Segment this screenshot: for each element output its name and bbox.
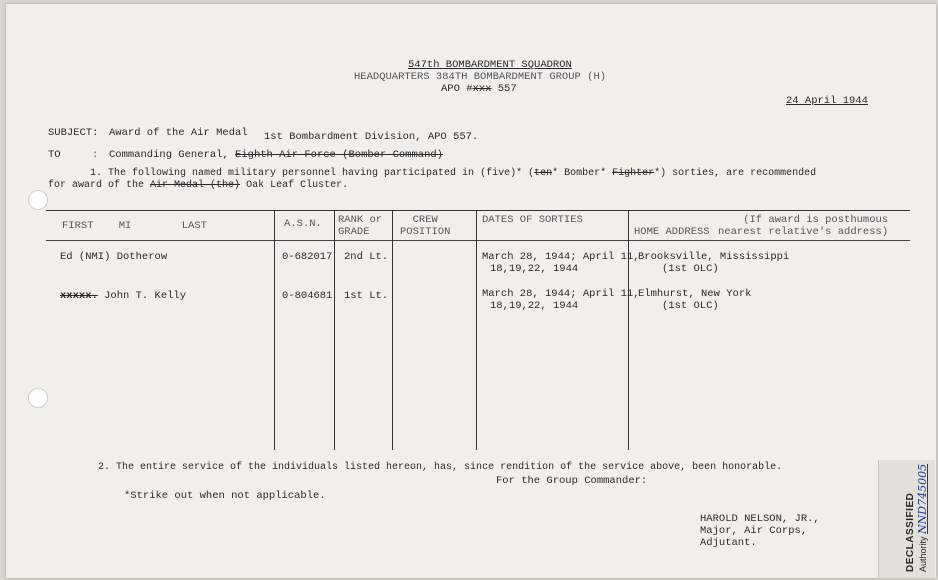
table-header-rule — [46, 240, 910, 241]
header-crew: CREW POSITION — [400, 214, 451, 238]
row1-address-line2: (1st OLC) — [662, 263, 719, 275]
header-address: HOME ADDRESS — [634, 226, 710, 238]
table-top-rule — [46, 210, 910, 211]
punch-hole-top — [28, 190, 48, 210]
row1-name: Ed (NMI) Dotherow — [60, 251, 168, 263]
document-page — [6, 4, 936, 578]
row1-address-line1: Brooksville, Mississippi — [638, 251, 790, 263]
declassified-label: DECLASSIFIED — [905, 492, 916, 572]
subject-text: Award of the Air Medal — [109, 127, 248, 139]
table-col-divider — [628, 210, 629, 450]
strike-note: *Strike out when not applicable. — [124, 490, 326, 502]
row2-dates-line2: 18,19,22, 1944 — [490, 300, 579, 312]
table-col-divider — [476, 210, 477, 450]
signer-name: HAROLD NELSON, JR., — [700, 513, 820, 525]
authority-line — [916, 464, 929, 572]
row2-rank: 1st Lt. — [344, 290, 389, 302]
memo-date: 24 April 1944 — [786, 95, 868, 107]
header-asn: A.S.N. — [284, 218, 322, 230]
row2-name-struck: xxxxx. — [60, 290, 98, 302]
unit-line-squadron: 547th BOMBARDMENT SQUADRON — [408, 59, 572, 71]
to-struck-text: Eighth Air Force (Bomber Command) — [235, 149, 443, 161]
subject-label: SUBJECT: — [48, 127, 99, 139]
row1-dates-line1: March 28, 1944; April 11, — [482, 251, 640, 263]
para1-line2: for award of the Air Medal (the) Oak Leaf Cluster. — [48, 180, 349, 191]
row2-name: xxxxx. John T. Kelly — [60, 290, 187, 302]
to-label: TO — [48, 149, 61, 161]
para1-line1: 1. The following named military personnel having participated in (five)* (ten* Bomber* Fighter*) sorties, are recommended — [90, 168, 817, 179]
header-name: FIRST MI LAST — [62, 220, 207, 232]
to-mark: : — [92, 149, 99, 161]
table-col-divider — [334, 210, 335, 450]
row2-address-line1: Elmhurst, New York — [638, 288, 752, 300]
declassified-stamp-text — [905, 464, 929, 572]
to-insert-text: 1st Bombardment Division, APO 557. — [264, 131, 479, 143]
row1-rank: 2nd Lt. — [344, 251, 389, 263]
declassified-stamp — [878, 460, 935, 578]
punch-hole-bottom — [28, 388, 48, 408]
header-address-note: (If award is posthumous nearest relative's address) — [718, 214, 889, 238]
signer-rank: Major, Air Corps, — [700, 525, 808, 537]
header-rank: RANK or GRADE — [338, 214, 383, 238]
for-group-commander: For the Group Commander: — [496, 475, 648, 487]
signer-title: Adjutant. — [700, 537, 757, 549]
unit-line-headquarters: HEADQUARTERS 384TH BOMBARDMENT GROUP (H) — [354, 71, 607, 83]
to-text: Commanding General, Eighth Air Force (Bomber Command) — [109, 149, 443, 161]
row2-address-line2: (1st OLC) — [662, 300, 719, 312]
row2-dates-line1: March 28, 1944; April 11, — [482, 288, 640, 300]
header-dates: DATES OF SORTIES — [482, 214, 583, 226]
row1-dates-line2: 18,19,22, 1944 — [490, 263, 579, 275]
table-col-divider — [392, 210, 393, 450]
apo-line: APO #xxx 557 — [441, 83, 517, 95]
authority-number: NND745005 — [916, 463, 929, 534]
row1-asn: 0-682017 — [282, 251, 333, 263]
table-col-divider — [274, 210, 275, 450]
para2-text: 2. The entire service of the individuals listed hereon, has, since rendition of the service above, been honorable. — [98, 462, 783, 473]
authority-label: Authority — [918, 536, 928, 572]
row2-asn: 0-804681 — [282, 290, 333, 302]
